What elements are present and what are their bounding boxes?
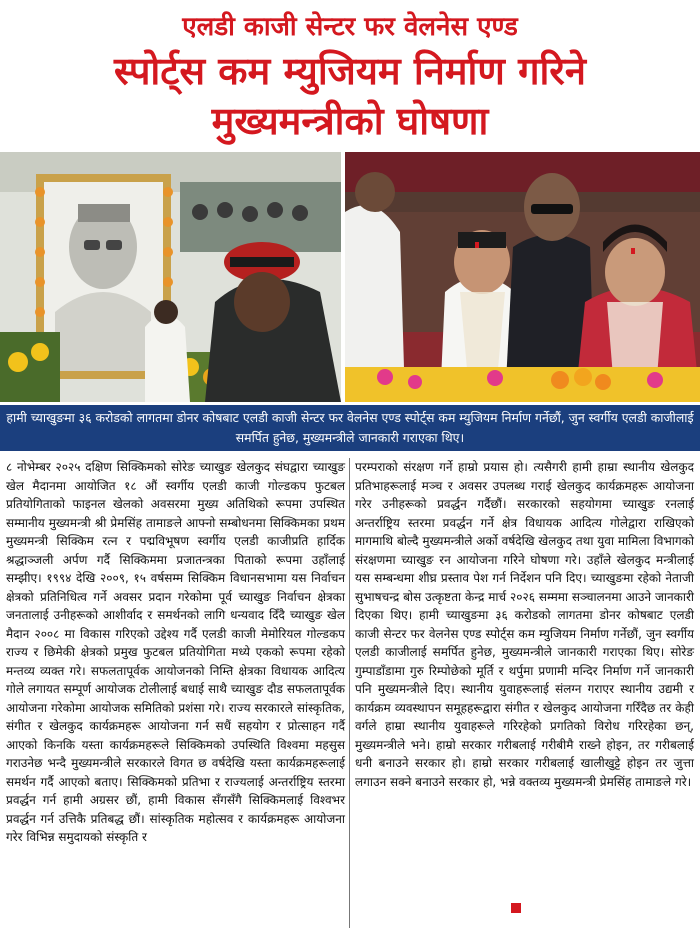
headline-line-1: एलडी काजी सेन्टर फर वेलनेस एण्ड bbox=[182, 12, 518, 42]
headline bbox=[0, 0, 700, 150]
article-column-2: परम्पराको संरक्षण गर्ने हाम्रो प्रयास हो। त्यसैगरी हामी हाम्रा स्थानीय खेलकुद प्रतिभाहरूलाई मञ्च र अवसर उपलब्ध गराई खेलकुद कार्यक्रमहरू आयोजना गरेर उनीहरूको प्रवर्द्धन गर्दैछौं। सरकारको सहयोगमा च्याखुङ रनलाई अन्तर्राष्ट्रिय स्तरमा प्रवर्द्धन गर्ने क्षेत्र विधायक आदित्य गोलेद्वारा राखिएको मागमाथि बोल्दै मुख्यमन्त्रीले अर्को वर्षदेखि खेलकुद तथा युवा मामिला विभागको संरक्षणमा च्याखुङ रन आयोजना गरिने घोषणा गरे। उहाँले खेलकुद मन्त्रीलाई यस सम्बन्धमा शीघ्र प्रस्ताव पेश गर्न निर्देशन पनि दिए। च्याखुङमा रहेको नेताजी सुभाषचन्द्र बोस उत्कृष्टता केन्द्र मार्च २०२६ सम्ममा सञ्चालनमा आउने जानकारी दिएका थिए। हामी च्याखुङमा ३६ करोडको लागतमा डोनर कोषबाट एलडी काजी सेन्टर फर वेलनेस एण्ड स्पोर्ट्स कम म्युजियम निर्माण गर्नेछौं, जुन स्वर्गीय एलडी काजीलाई समर्पित हुनेछ, मुख्यमन्त्रीले जानकारी गराएका थिए। सोरेङ गुम्पाडाँडामा गुरु रिम्पोछेको मूर्ति र थर्पुमा प्रणामी मन्दिर निर्माण गर्ने जानकारी पनि मुख्यमन्त्रीले दिए। स्थानीय युवाहरूलाई संलग्न गराएर स्थानीय उद्यमी र कार्यक्रम व्यवस्थापन समूहहरूद्वारा संगीत र खेलकुद आयोजना गरिँदैछ तर केही वर्गले हाम्रा स्थानीय युवाहरूले गरिरहेको प्रगतिको विरोध गरिरहेका छन्, मुख्यमन्त्रीले भने। हाम्रो सरकार गरीबलाई गरीबीमै राख्ने होइन, तर गरीबलाई धनी बनाउने सरकार हो। हाम्रो सरकार गरीबलाई खालीखुट्टे होइन तर जुत्ता लगाउन सक्ने बनाउने सरकार हो, भन्ने वक्तव्य मुख्यमन्त्री प्रेमसिंह तामाङले गरे। bbox=[355, 460, 694, 789]
tribute-photo bbox=[0, 152, 341, 402]
article-end-mark bbox=[511, 903, 521, 913]
dignitaries-photo bbox=[345, 152, 700, 402]
photo-strip bbox=[0, 152, 700, 402]
headline-line-2: स्पोर्ट्स कम म्युजियम निर्माण गरिने bbox=[114, 49, 586, 93]
tribute-photo-illustration bbox=[0, 152, 341, 402]
dignitaries-photo-illustration bbox=[345, 152, 700, 402]
headline-line-3: मुख्यमन्त्रीको घोषणा bbox=[211, 99, 489, 143]
photo-caption: हामी च्याखुङमा ३६ करोडको लागतमा डोनर कोषबाट एलडी काजी सेन्टर फर वेलनेस एण्ड स्पोर्ट्स कम म्युजियम निर्माण गर्नेछौं, जुन स्वर्गीय एलडी काजीलाई समर्पित हुनेछ, मुख्यमन्त्रीले जानकारी गराएका थिए। bbox=[0, 405, 700, 451]
article-column-1: ८ नोभेम्बर २०२५ दक्षिण सिक्किमको सोरेङ च्याखुङ खेलकुद संघद्वारा च्याखुङ खेल मैदानमा आयोजित १८ औं स्वर्गीय एलडी काजी गोल्डकप फुटबल प्रतियोगिताको फाइनल खेलको अवसरमा मुख्य अतिथिको रूपमा उपस्थित सम्मानीय मुख्यमन्त्री श्री प्रेमसिंह तामाङले आफ्नो सम्बोधनमा सिक्किमका प्रथम मुख्यमन्त्री सिक्किम रत्न र पद्मविभूषण स्वर्गीय एलडी काजीप्रति हार्दिक श्रद्धाञ्जली अर्पण गर्दै सिक्किममा प्रजातन्त्रका पिताको रूपमा उहाँलाई सम्झीए। १९९४ देखि २००९, १५ वर्षसम्म सिक्किम विधानसभामा यस निर्वाचन क्षेत्रको प्रतिनिधित्व गर्ने अवसर प्रदान गरेकोमा पूर्व च्याखुङ निर्वाचन क्षेत्रका जनतालाई उनीहरूको आशीर्वाद र समर्थनको लागि धन्यवाद दिँदै च्याखुङ खेल मैदान २००८ मा विकास गरिएको उद्देश्य गर्दै एलडी काजी मेमोरियल गोल्डकप राज्य र छिमेकी क्षेत्रको प्रमुख फुटबल प्रतियोगिता मध्ये एकको रूपमा रहेको मन्तव्य व्यक्त गरे। सफलतापूर्वक आयोजनको निम्ति क्षेत्रका विधायक आदित्य गोले लगायत सम्पूर्ण आयोजक टोलीलाई बधाई साथै च्याखुङ दौड सफलतापूर्वक आयोजना गरेकोमा आयोजक समितिको प्रशंसा गरे। राज्य सरकारले सांस्कृतिक, संगीत र खेलकुद कार्यक्रमहरू आयोजना गर्न सधैं सहयोग र प्रोत्साहन गर्दै आएको किनकि यस्ता कार्यक्रमहरूले सिक्किमको उपस्थिति विश्वमा महसुस गराउनेछ भन्दै मुख्यमन्त्रीले सरकारले विगत छ वर्षदेखि यस्ता कार्यक्रमहरूलाई समर्थन गर्दै आएको बताए। सिक्किमको प्रतिभा र राज्यलाई अन्तर्राष्ट्रिय स्तरमा प्रवर्द्धन गर्न हामी अग्रसर छौं, हामी विकास सँगसँगै सिक्किमलाई विश्वभर प्रवर्द्धन गर्न उत्तिकै प्रतिबद्ध छौं। सांस्कृतिक महोत्सव र कार्यक्रमहरू आयोजना गरेर विभिन्न समुदायको संस्कृति र bbox=[6, 460, 345, 844]
column-divider bbox=[349, 458, 350, 928]
